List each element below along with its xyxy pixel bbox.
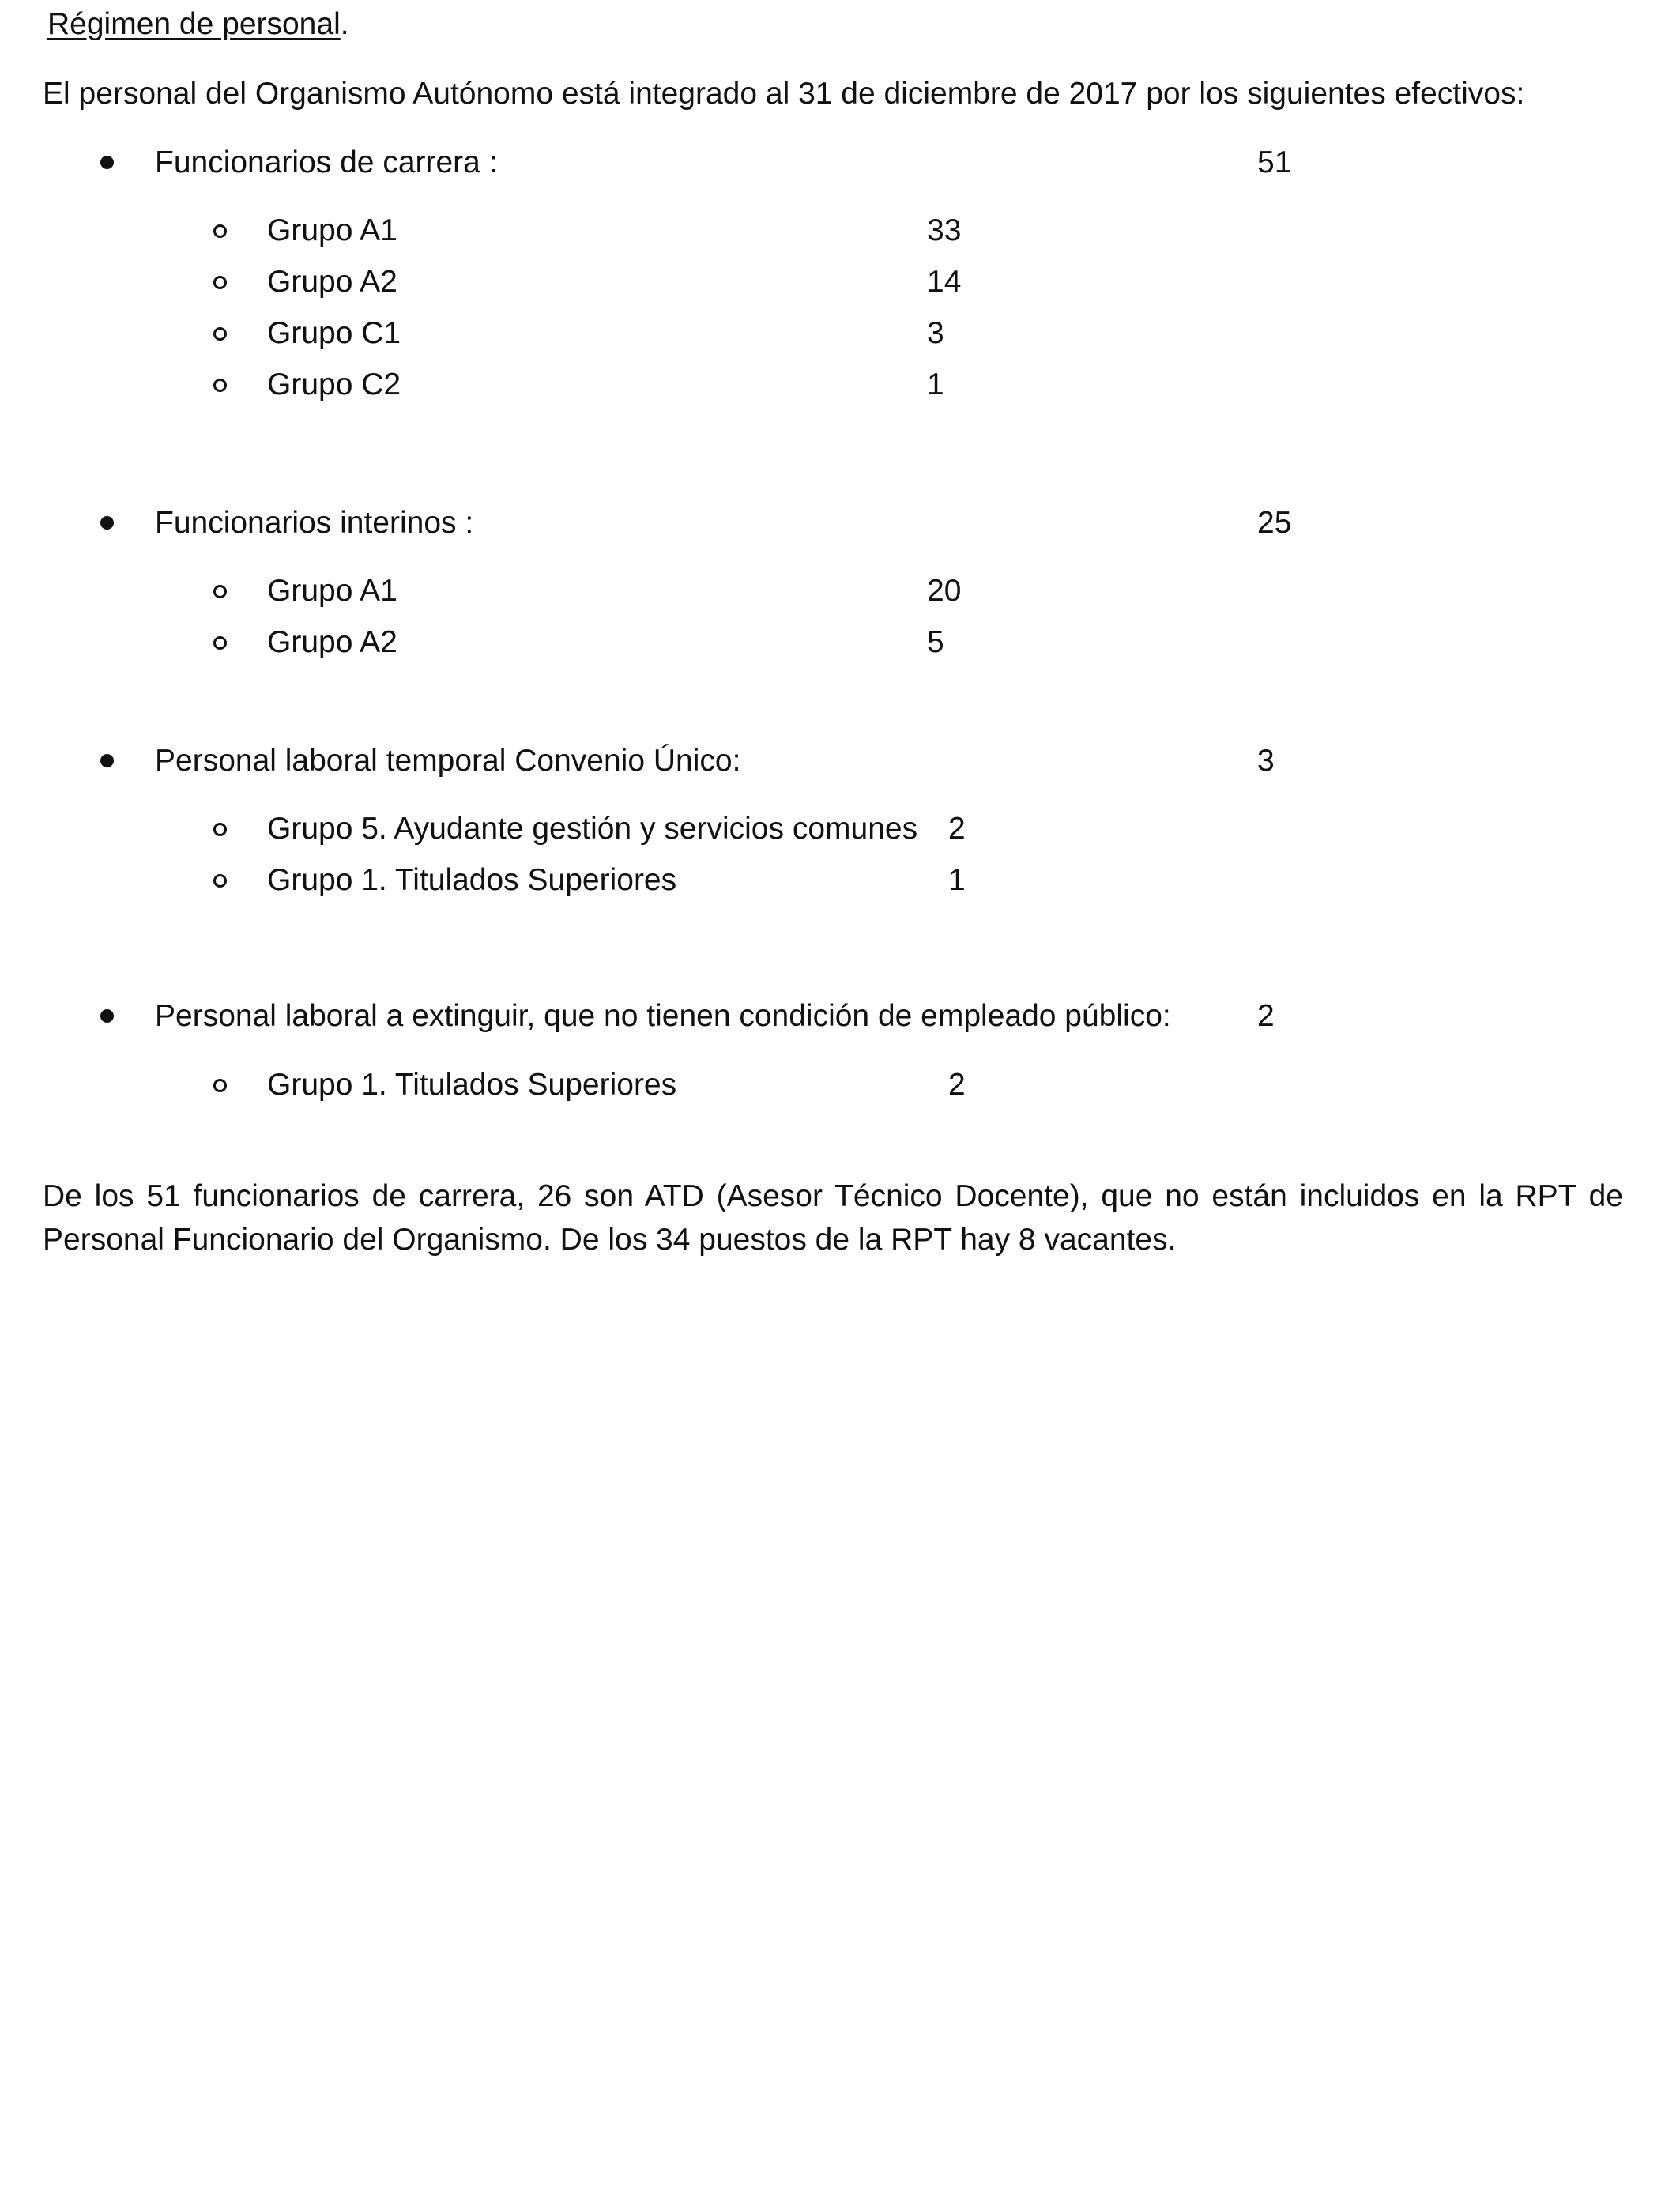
sub-bullet-icon [213, 276, 227, 289]
list-item-value: 2 [948, 812, 966, 846]
section-label: Personal laboral a extinguir, que no tienen condición de empleado público: [155, 999, 1171, 1033]
sub-bullet-icon [213, 327, 227, 341]
bullet-icon [100, 156, 114, 169]
section-total: 3 [1257, 744, 1275, 778]
sub-bullet-icon [213, 585, 227, 598]
sub-bullet-icon [213, 874, 227, 888]
section-total: 25 [1257, 506, 1292, 540]
bullet-icon [100, 516, 114, 530]
section-total: 51 [1257, 145, 1292, 179]
sub-bullet-icon [213, 823, 227, 836]
list-item-value: 20 [927, 574, 962, 608]
intro-paragraph: El personal del Organismo Autónomo está integrado al 31 de diciembre de 2017 por los siguientes efectivos: [43, 77, 1525, 111]
list-item-label: Grupo A1 [267, 213, 397, 247]
bullet-icon [100, 754, 114, 767]
section-title-suffix: . [340, 7, 349, 41]
bullet-icon [100, 1009, 114, 1023]
section-title-text: Régimen de personal [47, 7, 341, 41]
section-label: Personal laboral temporal Convenio Único: [155, 744, 741, 778]
list-item-label: Grupo A2 [267, 265, 397, 299]
closing-paragraph: De los 51 funcionarios de carrera, 26 son ATD (Asesor Técnico Docente), que no están incluidos en la RPT de Personal Funcionario del Organismo. De los 34 puestos de la RPT hay 8 vacantes. [43, 1179, 1623, 1257]
list-item-label: Grupo A2 [267, 625, 397, 659]
list-item-value: 5 [927, 625, 944, 659]
section-total: 2 [1257, 999, 1275, 1033]
sub-bullet-icon [213, 636, 227, 650]
sub-bullet-icon [213, 224, 227, 238]
list-item-value: 14 [927, 265, 962, 299]
sub-bullet-icon [213, 1079, 227, 1092]
list-item-value: 1 [948, 863, 966, 897]
section-label: Funcionarios de carrera : [155, 145, 498, 179]
list-item-label: Grupo 1. Titulados Superiores [267, 863, 677, 897]
list-item-label: Grupo C2 [267, 368, 401, 401]
list-item-value: 1 [927, 368, 944, 401]
list-item-value: 2 [948, 1068, 966, 1102]
list-item-label: Grupo 1. Titulados Superiores [267, 1068, 677, 1102]
section-label: Funcionarios interinos : [155, 506, 474, 540]
list-item-label: Grupo A1 [267, 574, 397, 608]
list-item-value: 33 [927, 213, 962, 247]
section-title [47, 5, 349, 44]
sub-bullet-icon [213, 379, 227, 392]
list-item-value: 3 [927, 316, 944, 350]
list-item-label: Grupo 5. Ayudante gestión y servicios comunes [267, 812, 918, 846]
list-item-label: Grupo C1 [267, 316, 401, 350]
